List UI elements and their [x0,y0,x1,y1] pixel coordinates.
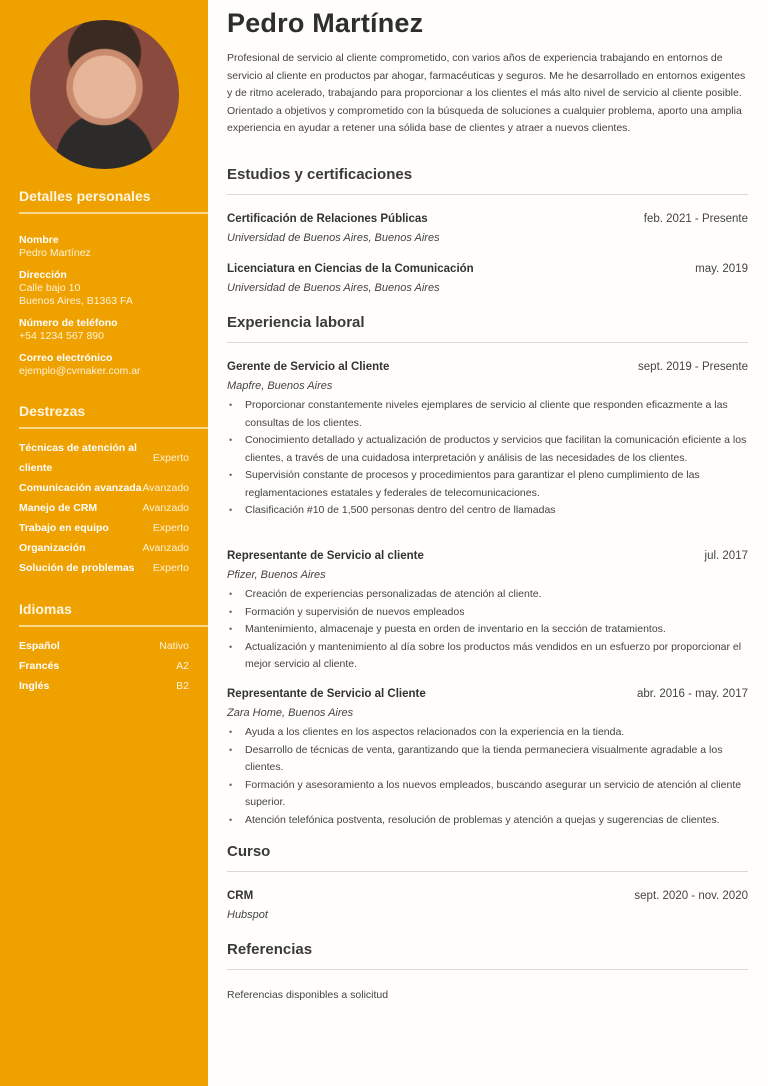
personal-details-section [19,188,208,378]
detail-value: Calle bajo 10 [19,282,81,294]
language-level: A2 [176,660,189,672]
skill-name: Manejo de CRM [19,502,98,514]
skill-row [19,498,208,518]
bullet-item: • Desarrollo de técnicas de venta, garantizando que la tienda permaneciera visualmente agradable a los clientes. [227,742,748,777]
profile-summary: Profesional de servicio al cliente comprometido, con varios años de experiencia trabajando en entornos de servicio al cliente en productos par ahogar, farmacéuticas y seguros. Me he desarrollado en entornos exigentes y de ritmo acelerado, trabajando para proporcionar a los clientes el más alto nivel de servicio al cliente posible. Orientado a objetivos y comprometido con la búsqueda de soluciones a cualquier problema, aporto una amplia experiencia en ayudar a retener una sólida base de clientes y atraer a nuevos clientes. [227,52,746,134]
skill-name: Solución de problemas [19,562,135,574]
entry-title: Gerente de Servicio al Cliente [227,361,390,373]
entry-date: jul. 2017 [704,550,748,562]
skill-name: Trabajo en equipo [19,522,109,534]
profile-photo [30,20,179,169]
bullet-item: • Atención telefónica postventa, resolución de problemas y atención a quejas y sugerencias de clientes. [227,812,748,830]
experience-entry [227,548,748,674]
bullet-item: • Formación y supervisión de nuevos empleados [227,604,748,622]
detail-value: ejemplo@cvmaker.com.ar [19,365,141,377]
skills-section [19,403,208,578]
detail-email [19,352,208,378]
skill-row [19,478,208,498]
bullet-list [227,586,748,674]
personal-details-heading: Detalles personales [19,188,208,214]
bullet-item: • Supervisión constante de procesos y procedimientos para garantizar el pleno cumplimiento de las reglamentaciones estatales y federales de telecomunicaciones. [227,467,748,502]
experience-heading: Experiencia laboral [227,314,748,343]
entry-place: Universidad de Buenos Aires, Buenos Aires [227,282,440,294]
bullet-item: • Mantenimiento, almacenaje y puesta en orden de inventario en la sección de tratamientos. [227,621,748,639]
skill-row [19,438,208,478]
language-row [19,636,208,656]
detail-label: Número de teléfono [19,317,118,329]
education-entry [227,211,748,247]
language-name: Español [19,640,60,652]
entry-date: sept. 2020 - nov. 2020 [634,890,748,902]
bullet-item: • Proporcionar constantemente niveles ejemplares de servicio al cliente que responden eficazmente a las consultas de los clientes. [227,397,748,432]
entry-place: Pfizer, Buenos Aires [227,569,326,581]
detail-name [19,234,208,260]
entry-place: Mapfre, Buenos Aires [227,380,333,392]
skill-name: Organización [19,542,86,554]
entry-title: Representante de Servicio al cliente [227,550,424,562]
detail-phone [19,317,208,343]
skill-level: Avanzado [142,542,189,554]
entry-place: Universidad de Buenos Aires, Buenos Aires [227,232,440,244]
detail-value: +54 1234 567 890 [19,330,104,342]
languages-section [19,601,208,696]
skill-row [19,518,208,538]
bullet-list [227,724,748,829]
bullet-item: • Creación de experiencias personalizadas de atención al cliente. [227,586,748,604]
skill-level: Experto [152,452,189,464]
skill-name: Comunicación avanzada [19,482,142,494]
bullet-list [227,397,748,520]
entry-title: CRM [227,890,254,902]
experience-entry [227,359,748,520]
language-name: Francés [19,660,60,672]
detail-label: Nombre [19,234,59,246]
language-level: Nativo [159,640,189,652]
bullet-item: • Conocimiento detallado y actualización de productos y servicios que facilitan la comunicación eficiente a los clientes, a través de una cuidadosa interpretación y análisis de las necesidades de los clientes. [227,432,748,467]
entry-title: Licenciatura en Ciencias de la Comunicación [227,263,474,275]
references-heading: Referencias [227,941,748,970]
entry-date: abr. 2016 - may. 2017 [636,688,748,700]
language-level: B2 [176,680,189,692]
courses-heading: Curso [227,843,748,872]
languages-heading: Idiomas [19,601,208,627]
language-row [19,656,208,676]
skill-row [19,538,208,558]
references-text: Referencias disponibles a solicitud [227,989,389,1001]
education-entry [227,261,748,297]
detail-label: Correo electrónico [19,352,113,364]
detail-value: Pedro Martínez [19,247,91,259]
skill-name: Técnicas de atención al cliente [19,442,137,474]
entry-title: Certificación de Relaciones Públicas [227,213,428,225]
education-heading: Estudios y certificaciones [227,166,748,195]
skill-level: Experto [152,562,189,574]
detail-value: Buenos Aires, B1363 FA [19,295,133,307]
sidebar [0,0,208,1086]
bullet-item: • Formación y asesoramiento a los nuevos empleados, buscando asegurar un servicio de atención al cliente superior. [227,777,748,812]
entry-place: Hubspot [227,909,268,921]
experience-entry [227,686,748,829]
skill-row [19,558,208,578]
course-entry [227,888,748,924]
bullet-item: • Actualización y mantenimiento al día sobre los productos más vendidos en un esfuerzo por proporcionar el mejor servicio al cliente. [227,639,748,674]
entry-date: feb. 2021 - Presente [643,213,748,225]
detail-label: Dirección [19,269,67,281]
entry-place: Zara Home, Buenos Aires [227,707,354,719]
detail-address [19,269,208,308]
entry-date: may. 2019 [695,263,748,275]
bullet-item: • Ayuda a los clientes en los aspectos relacionados con la experiencia en la tienda. [227,724,748,742]
language-row [19,676,208,696]
skill-level: Experto [152,522,189,534]
skills-heading: Destrezas [19,403,208,429]
entry-title: Representante de Servicio al Cliente [227,688,426,700]
skill-level: Avanzado [142,502,189,514]
entry-date: sept. 2019 - Presente [638,361,748,373]
language-name: Inglés [19,680,50,692]
bullet-item: • Clasificación #10 de 1,500 personas dentro del centro de llamadas [227,502,748,520]
skill-level: Avanzado [142,482,189,494]
candidate-name: Pedro Martínez [227,8,424,38]
